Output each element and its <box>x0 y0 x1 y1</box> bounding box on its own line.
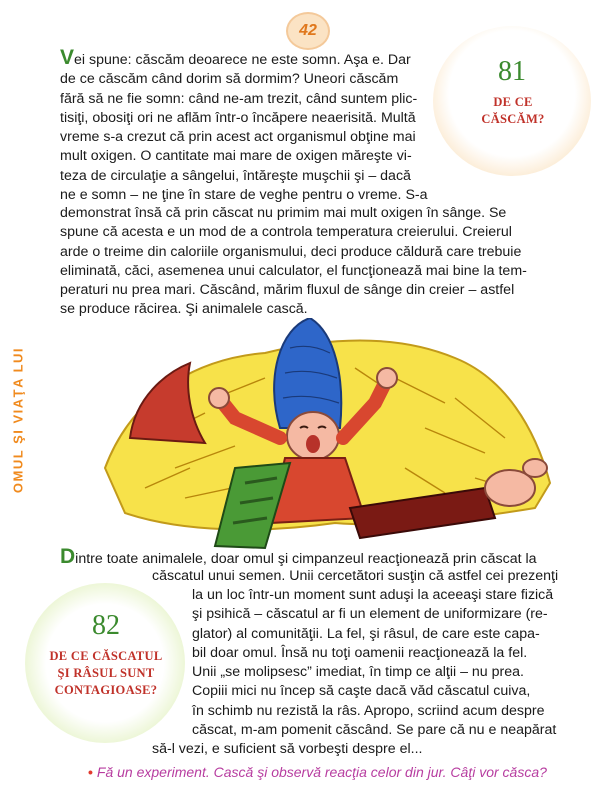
text-line: căscat, m-am pomenit căscând. Se pare că nu e neapărat <box>192 722 557 739</box>
side-section-label <box>6 310 30 530</box>
text-line: tisiţi, obosiţi ori ne aflăm într-o încăpere neaerisită. Multă <box>60 109 416 126</box>
drop-cap: D <box>60 545 76 568</box>
paragraph-82-body <box>192 586 557 740</box>
text-line: Dintre toate animalele, doar omul şi cimpanzeul reacţionează prin căscat la <box>60 545 537 568</box>
text-line: peraturi nu prea mari. Căscând, mărim fluxul de sânge din creier – astfel <box>60 282 515 299</box>
section-81-title-line: DE CE <box>493 95 533 109</box>
page-number-badge <box>286 12 330 50</box>
section-81-title <box>458 94 568 128</box>
text-line: demonstrat însă că prin căscat nu primim mai mult oxigen în sânge. Se <box>60 205 507 221</box>
text-line: arde o treime din caloriile organismului, deci produce căldură care trebuie <box>60 243 522 260</box>
text-line: căscatul unui semen. Unii cercetători susţin că astfel cei prezenţi <box>152 568 559 584</box>
paragraph-81-bottom <box>60 204 560 320</box>
text-line: bil doar omul. Însă nu toţi oamenii reacţionează la fel. <box>192 644 528 661</box>
page-number: 42 <box>299 22 317 39</box>
paragraph-81-top <box>60 46 428 205</box>
paragraph-82-top <box>60 547 560 569</box>
yawning-gnome-illustration <box>95 318 565 550</box>
section-82-title-line: CONTAGIOASE? <box>54 683 158 697</box>
text-line: Copiii mici nu încep să caşte dacă văd căscatul cuiva, <box>192 683 531 700</box>
text-line: se produce răcirea. Şi animalele cască. <box>60 301 308 318</box>
text-line: la un loc într-un moment sunt aduşi la aceeaşi stare fizică <box>192 587 554 603</box>
drop-cap: V <box>60 46 75 69</box>
text-line: ne e somn – ne ţine în stare de veghe pentru o vreme. S-a <box>60 187 428 204</box>
text-line: mult oxigen. O cantitate mai mare de oxigen măreşte vi- <box>60 148 412 165</box>
text-line: glator) al comunităţii. La fel, şi râsul, de care este capa- <box>192 625 540 642</box>
text-line: Unii „se molipsesc” imediat, în timp ce alţii – nu prea. <box>192 664 524 681</box>
text-line: Vei spune: căscăm deoarece ne este somn. Aşa e. Dar <box>60 46 411 69</box>
experiment-footer <box>88 764 547 780</box>
text-line: spune că acesta e un mod de a controla temperatura creierului. Creierul <box>60 224 512 241</box>
bullet-icon: • <box>88 764 93 780</box>
section-82-title <box>40 648 172 699</box>
text-line: în schimb nu rezistă la râs. Apropo, scriind acum despre <box>192 702 545 719</box>
text-line: şi psihică – căscatul ar fi un element de uniformizare (re- <box>192 606 548 623</box>
section-81-title-line: CĂSCĂM? <box>481 112 545 126</box>
section-81-number: 81 <box>498 56 526 87</box>
section-82-title-line: ŞI RÂSUL SUNT <box>57 666 155 680</box>
footer-text: Fă un experiment. Cască şi observă reacţia celor din jur. Câţi vor căsca? <box>96 764 547 780</box>
side-label-text: OMUL ŞI VIAŢA LUI <box>10 346 26 494</box>
paragraph-82-last <box>152 740 557 759</box>
text-line: eliminată, căci, asemenea unui calculator, el funcţionează mai bine la tem- <box>60 262 527 279</box>
text-line: de ce căscăm când dorim să dormim? Uneori căscăm <box>60 71 399 88</box>
section-82-title-line: DE CE CĂSCATUL <box>49 649 163 663</box>
paragraph-82-indent1 <box>152 567 557 586</box>
text-line: teza de circulaţie a sângelui, întăreşte muşchii şi – dacă <box>60 167 411 184</box>
text-line: fără să ne fie somn: când ne-am trezit, când suntem plic- <box>60 90 418 107</box>
section-82-number: 82 <box>92 610 120 641</box>
text-line: să-l vezi, e suficient să vorbeşti despre el... <box>152 741 423 757</box>
text-line: vreme s-a crezut că prin acest act organismul obţine mai <box>60 129 416 146</box>
